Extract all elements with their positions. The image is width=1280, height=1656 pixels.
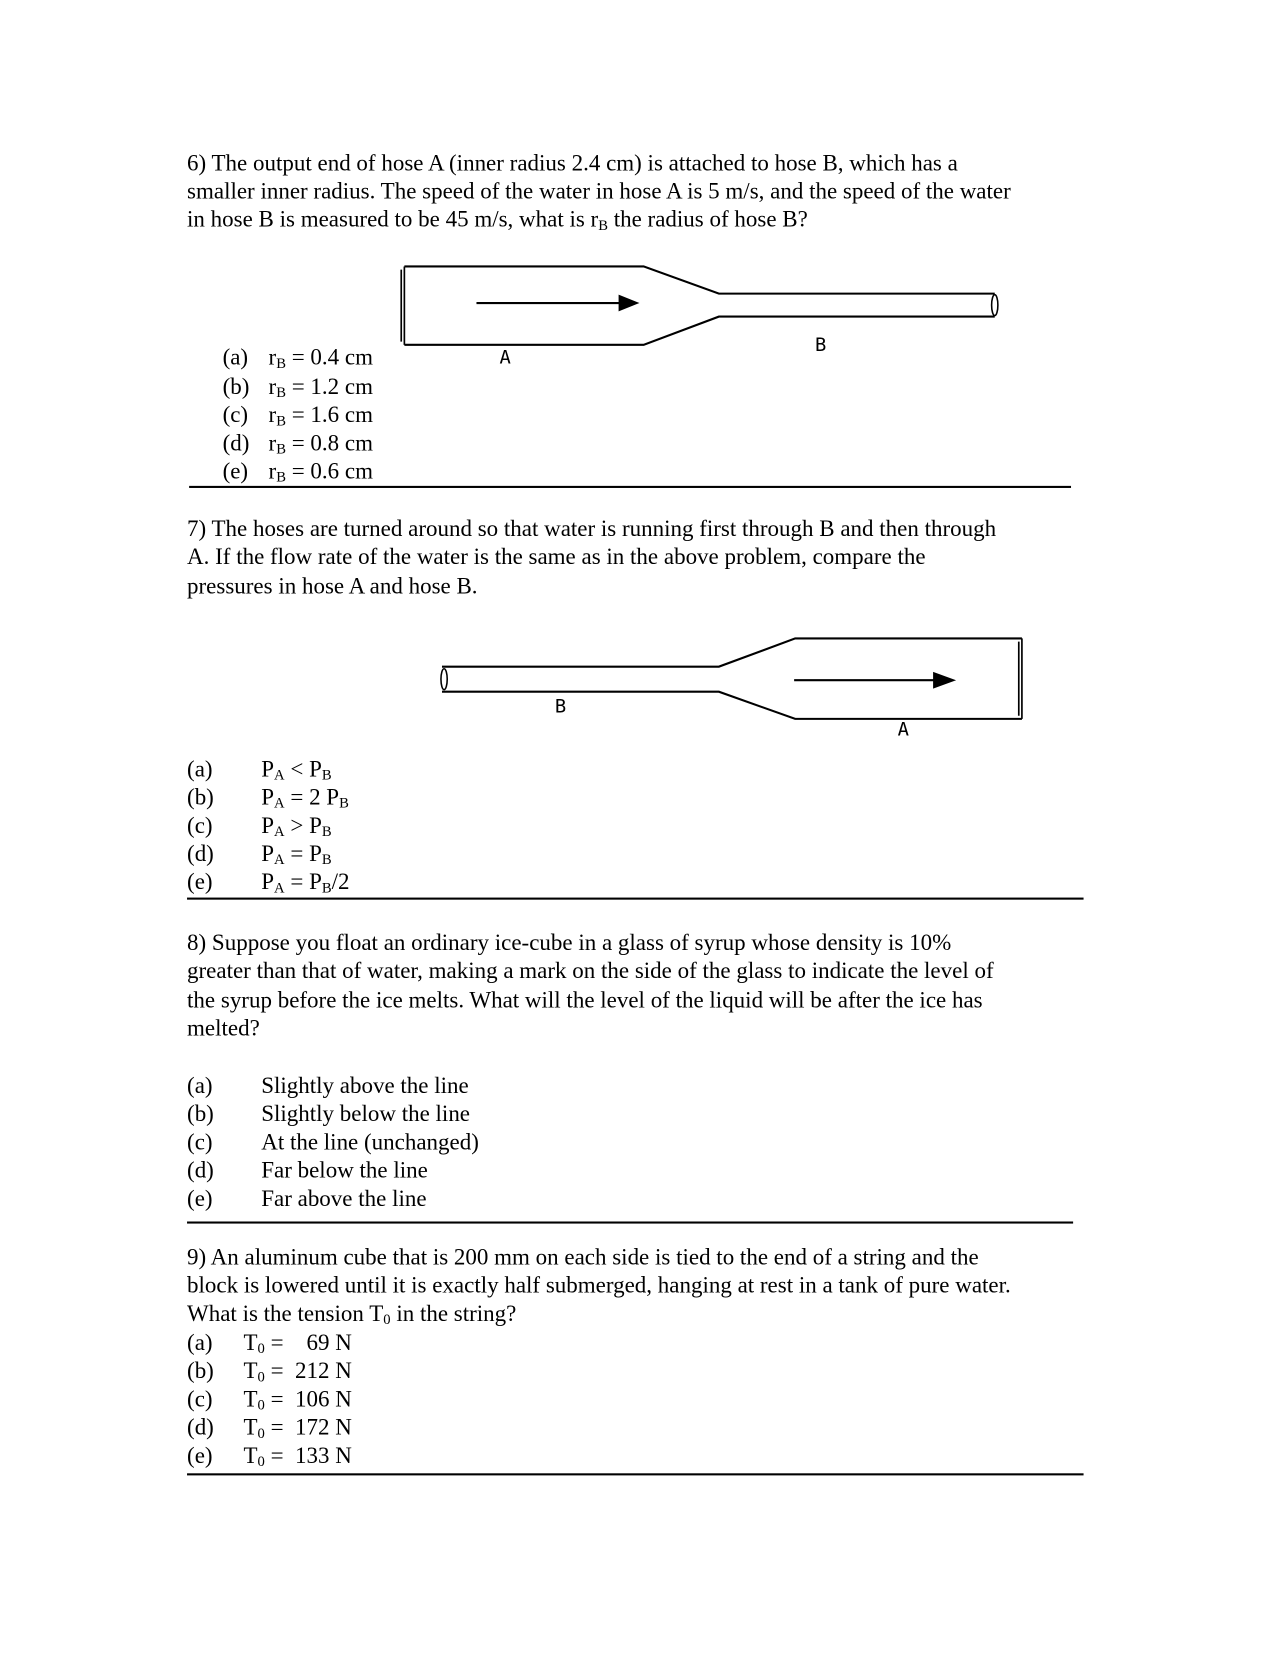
question-q6-text-line xyxy=(187,148,958,177)
hose-diagram-q6 xyxy=(401,266,998,344)
text-run: Slightly above the line xyxy=(261,1072,469,1099)
subscript: 0 xyxy=(257,1369,265,1386)
option-answer xyxy=(261,1127,479,1156)
question-q7-text-line xyxy=(187,572,478,601)
hose-diagram-q7 xyxy=(441,638,1022,718)
question-q8-text-line xyxy=(187,956,994,985)
subscript: B xyxy=(276,356,286,372)
subscript: A xyxy=(274,796,285,812)
option-letter: (d) xyxy=(187,1156,214,1183)
text-run: = 172 N xyxy=(264,1413,352,1440)
option-letter: (d) xyxy=(187,840,214,867)
subscript: B xyxy=(276,385,286,402)
text-run: = 0.6 cm xyxy=(285,457,373,484)
question-q8-text-line xyxy=(187,985,983,1014)
text-run: r xyxy=(268,343,277,370)
option-answer xyxy=(269,400,373,429)
text-run: r xyxy=(268,429,277,456)
option-answer xyxy=(243,1328,351,1357)
option-letter: (b) xyxy=(187,1357,214,1384)
option-answer xyxy=(261,839,331,868)
option-answer xyxy=(243,1413,351,1442)
text-run: 6) The output end of hose A (inner radius 2.4 cm) is attached to hose B, which has a xyxy=(187,149,958,176)
option-answer xyxy=(261,1071,469,1100)
text-run: What is the tension T xyxy=(187,1299,384,1326)
text-run: P xyxy=(261,755,275,782)
divider xyxy=(187,898,1084,900)
question-q8-text-line xyxy=(187,928,951,957)
text-run: At the line (unchanged) xyxy=(261,1128,479,1155)
text-run: T xyxy=(243,1329,258,1356)
text-run: T xyxy=(243,1357,258,1384)
option-letter: (d) xyxy=(187,1413,214,1440)
text-run: Far above the line xyxy=(261,1184,427,1212)
option-letter: (a) xyxy=(187,1072,213,1099)
subscript: A xyxy=(274,852,285,869)
text-run: = 212 N xyxy=(264,1357,352,1384)
text-run: in hose B is measured to be 45 m/s, what is r xyxy=(187,205,599,232)
divider xyxy=(187,1221,1073,1223)
option-letter: (c) xyxy=(187,1128,213,1155)
text-run: 8) Suppose you float an ordinary ice-cube in a glass of syrup whose density is 10% xyxy=(187,928,952,956)
subscript: A xyxy=(274,824,285,841)
option-answer xyxy=(269,428,373,457)
question-q6-text-line xyxy=(187,177,1011,206)
text-run: = 133 N xyxy=(264,1441,352,1469)
text-run: melted? xyxy=(187,1014,260,1041)
option-answer xyxy=(261,754,331,783)
option-letter: (b) xyxy=(222,373,250,400)
option-answer xyxy=(269,372,373,401)
option-answer xyxy=(269,457,373,486)
text-run: T xyxy=(243,1441,258,1469)
question-q9-text-line xyxy=(187,1271,1011,1300)
option-answer xyxy=(261,783,349,812)
text-run: Far below the line xyxy=(261,1156,428,1183)
text-run: greater than that of water, making a mark on the side of the glass to indicate the level of xyxy=(187,957,994,984)
hose-b-label: B xyxy=(554,695,567,718)
text-run: in the string? xyxy=(390,1299,517,1326)
question-q9-text-line xyxy=(187,1242,979,1271)
subscript: B xyxy=(321,852,332,869)
option-letter: (e) xyxy=(187,1441,213,1469)
option-letter: (c) xyxy=(222,401,249,428)
option-answer xyxy=(269,343,373,372)
option-letter: (a) xyxy=(187,1329,213,1356)
text-run: < P xyxy=(284,755,322,782)
subscript: B xyxy=(321,824,332,841)
hose-a-label: A xyxy=(897,718,909,741)
arrow-head-icon xyxy=(619,295,640,312)
question-q7-text-line xyxy=(187,514,996,543)
subscript: 0 xyxy=(257,1454,265,1471)
subscript: A xyxy=(274,768,285,784)
text-run: /2 xyxy=(331,868,350,895)
text-run: pressures in hose A and hose B. xyxy=(187,572,478,599)
hose-b-label: B xyxy=(815,334,827,357)
text-run: = P xyxy=(284,840,322,867)
option-answer xyxy=(261,811,331,840)
option-answer xyxy=(243,1441,351,1470)
subscript: B xyxy=(276,470,286,486)
question-q9-text-line xyxy=(187,1299,516,1328)
option-letter: (e) xyxy=(222,457,249,484)
text-run: = P xyxy=(284,868,322,895)
text-run: the syrup before the ice melts. What will the level of the liquid will be after the ice has xyxy=(187,986,983,1013)
text-run: block is lowered until it is exactly half submerged, hanging at rest in a tank of pure water. xyxy=(187,1271,1011,1298)
subscript: B xyxy=(276,441,286,458)
text-run: P xyxy=(261,783,275,810)
text-run: = 2 P xyxy=(284,783,340,810)
text-run: the radius of hose B? xyxy=(607,205,808,232)
subscript: B xyxy=(598,218,608,235)
question-q7-text-line xyxy=(187,542,926,571)
text-run: = 0.8 cm xyxy=(285,429,373,456)
option-answer xyxy=(261,1156,428,1185)
subscript: B xyxy=(339,796,349,812)
hose-a-label: A xyxy=(499,346,511,369)
option-letter: (c) xyxy=(187,1385,213,1412)
text-run: smaller inner radius. The speed of the water in hose A is 5 m/s, and the speed of the water xyxy=(187,177,1011,204)
option-answer xyxy=(261,1099,470,1128)
text-run: = 69 N xyxy=(264,1329,352,1356)
text-run: = 106 N xyxy=(264,1385,352,1412)
subscript: B xyxy=(321,768,332,784)
text-run: P xyxy=(261,868,275,895)
text-run: Slightly below the line xyxy=(261,1100,471,1127)
option-answer xyxy=(243,1356,351,1385)
text-run: 9) An aluminum cube that is 200 mm on each side is tied to the end of a string and the xyxy=(187,1243,979,1270)
option-answer xyxy=(243,1384,351,1413)
subscript: 0 xyxy=(257,1398,265,1414)
subscript: 0 xyxy=(383,1312,391,1329)
divider xyxy=(189,486,1071,488)
text-run: r xyxy=(268,401,277,428)
text-run: P xyxy=(261,811,275,839)
divider xyxy=(187,1473,1084,1475)
option-letter: (e) xyxy=(187,1184,213,1212)
option-letter: (d) xyxy=(222,429,250,456)
text-run: A. If the flow rate of the water is the same as in the above problem, compare the xyxy=(187,543,926,570)
text-run: T xyxy=(243,1385,258,1412)
option-letter: (a) xyxy=(222,343,249,370)
subscript: A xyxy=(274,880,285,897)
option-letter: (b) xyxy=(187,1100,214,1127)
text-run: 7) The hoses are turned around so that water is running first through B and then through xyxy=(187,515,997,542)
option-letter: (e) xyxy=(187,868,213,895)
text-run: P xyxy=(261,840,275,867)
option-letter: (b) xyxy=(187,783,214,810)
option-answer xyxy=(261,1184,426,1213)
subscript: B xyxy=(276,413,286,430)
option-letter: (a) xyxy=(187,755,213,782)
arrow-head-icon xyxy=(933,672,956,689)
subscript: 0 xyxy=(257,1341,265,1358)
option-answer xyxy=(261,867,349,896)
text-run: = 1.6 cm xyxy=(285,401,373,428)
text-run: r xyxy=(268,457,277,484)
option-letter: (c) xyxy=(187,811,213,839)
text-run: = 1.2 cm xyxy=(285,373,373,400)
text-run: r xyxy=(268,373,277,400)
text-run: = 0.4 cm xyxy=(285,343,373,370)
question-q6-text-line xyxy=(187,205,808,234)
text-run: > P xyxy=(284,811,322,839)
text-run: T xyxy=(243,1413,258,1440)
question-q8-text-line xyxy=(187,1014,260,1043)
subscript: B xyxy=(321,880,332,897)
subscript: 0 xyxy=(257,1426,265,1442)
